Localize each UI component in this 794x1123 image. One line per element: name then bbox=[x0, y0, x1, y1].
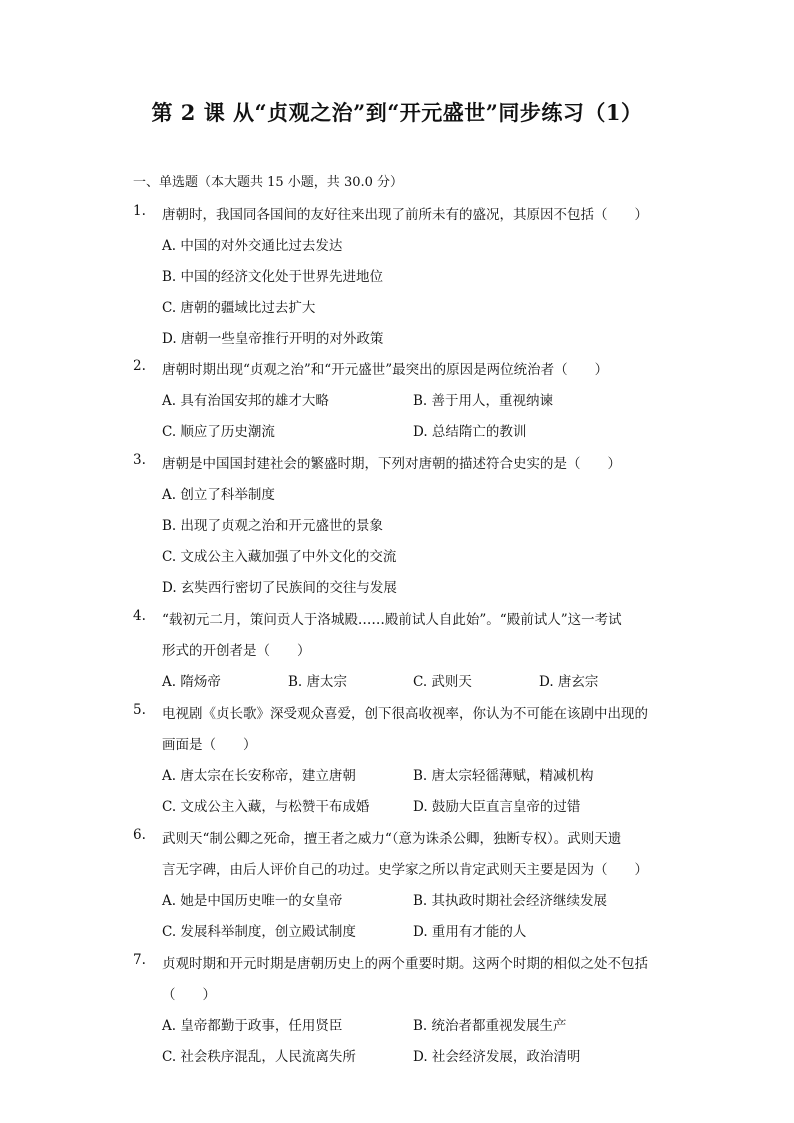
question-text-cont: 形式的开创者是（ ） bbox=[162, 643, 311, 659]
option-d[interactable]: D. 社会经济发展，政治清明 bbox=[413, 1049, 581, 1065]
question-number: 3. bbox=[133, 452, 146, 468]
option-b[interactable]: B. 其执政时期社会经济继续发展 bbox=[413, 893, 608, 909]
question-number: 4. bbox=[133, 608, 146, 624]
option-a[interactable]: A. 创立了科举制度 bbox=[162, 487, 275, 503]
question-text: 唐朝时，我国同各国间的友好往来出现了前所未有的盛况，其原因不包括（ ） bbox=[162, 207, 648, 223]
question-text: 电视剧《贞长歌》深受观众喜爱，创下很高收视率，你认为不可能在该剧中出现的 bbox=[162, 706, 648, 722]
option-b[interactable]: B. 统治者都重视发展生产 bbox=[413, 1018, 567, 1034]
option-d[interactable]: D. 玄奘西行密切了民族间的交往与发展 bbox=[162, 580, 397, 596]
question-number: 2. bbox=[133, 358, 146, 374]
option-d[interactable]: D. 唐朝一些皇帝推行开明的对外政策 bbox=[162, 331, 384, 347]
page-title: 第 2 课 从“贞观之治”到“开元盛世”同步练习（1） bbox=[151, 100, 643, 125]
option-a[interactable]: A. 中国的对外交通比过去发达 bbox=[162, 238, 343, 254]
option-b[interactable]: B. 出现了贞观之治和开元盛世的景象 bbox=[162, 518, 384, 534]
option-a[interactable]: A. 皇帝都勤于政事，任用贤臣 bbox=[162, 1018, 343, 1034]
option-b[interactable]: B. 唐太宗轻徭薄赋，精减机构 bbox=[413, 768, 594, 784]
question-1 bbox=[133, 203, 648, 223]
option-b[interactable]: B. 唐太宗 bbox=[288, 674, 348, 690]
question-text-cont: 言无字碑，由后人评价自己的功过。史学家之所以肯定武则天主要是因为（ ） bbox=[162, 862, 648, 878]
option-c[interactable]: C. 顺应了历史潮流 bbox=[162, 424, 275, 440]
option-c[interactable]: C. 发展科举制度，创立殿试制度 bbox=[162, 924, 356, 940]
option-d[interactable]: D. 重用有才能的人 bbox=[413, 924, 527, 940]
question-text: 唐朝时期出现“贞观之治”和“开元盛世”最突出的原因是两位统治者（ ） bbox=[162, 362, 609, 378]
option-c[interactable]: C. 唐朝的疆域比过去扩大 bbox=[162, 300, 316, 316]
option-c[interactable]: C. 文成公主入藏，与松赞干布成婚 bbox=[162, 799, 370, 815]
question-text: 贞观时期和开元时期是唐朝历史上的两个重要时期。这两个时期的相似之处不包括 bbox=[162, 956, 648, 972]
question-number: 1. bbox=[133, 203, 146, 219]
question-number: 5. bbox=[133, 702, 146, 718]
option-d[interactable]: D. 鼓励大臣直言皇帝的过错 bbox=[413, 799, 581, 815]
question-7 bbox=[133, 952, 648, 972]
option-c[interactable]: C. 文成公主入藏加强了中外文化的交流 bbox=[162, 549, 397, 565]
option-d[interactable]: D. 唐玄宗 bbox=[539, 674, 599, 690]
question-text-cont: （ ） bbox=[162, 987, 216, 1003]
question-6 bbox=[133, 827, 622, 847]
option-b[interactable]: B. 善于用人，重视纳谏 bbox=[413, 393, 554, 409]
option-c[interactable]: C. 社会秩序混乱，人民流离失所 bbox=[162, 1049, 356, 1065]
option-d[interactable]: D. 总结隋亡的教训 bbox=[413, 424, 527, 440]
option-b[interactable]: B. 中国的经济文化处于世界先进地位 bbox=[162, 269, 384, 285]
question-text: 武则天“制公卿之死命，擅王者之威力“（意为诛杀公卿，独断专权）。武则天遗 bbox=[162, 831, 622, 847]
question-text-cont: 画面是（ ） bbox=[162, 737, 257, 753]
question-4 bbox=[133, 608, 622, 628]
section-heading: 一、单选题（本大题共 15 小题，共 30.0 分） bbox=[133, 175, 404, 190]
question-text: 唐朝是中国国封建社会的繁盛时期，下列对唐朝的描述符合史实的是（ ） bbox=[162, 456, 621, 472]
question-5 bbox=[133, 702, 648, 722]
option-a[interactable]: A. 具有治国安邦的雄才大略 bbox=[162, 393, 329, 409]
question-number: 6. bbox=[133, 827, 146, 843]
question-3 bbox=[133, 452, 621, 472]
option-a[interactable]: A. 她是中国历史唯一的女皇帝 bbox=[162, 893, 343, 909]
question-number: 7. bbox=[133, 952, 146, 968]
question-2 bbox=[133, 358, 609, 378]
question-text: “载初元二月，策问贡人于洛城殿……殿前试人自此始”。“殿前试人”这一考试 bbox=[162, 612, 622, 628]
option-c[interactable]: C. 武则天 bbox=[413, 674, 472, 690]
option-a[interactable]: A. 唐太宗在长安称帝，建立唐朝 bbox=[162, 768, 356, 784]
option-a[interactable]: A. 隋炀帝 bbox=[162, 674, 221, 690]
